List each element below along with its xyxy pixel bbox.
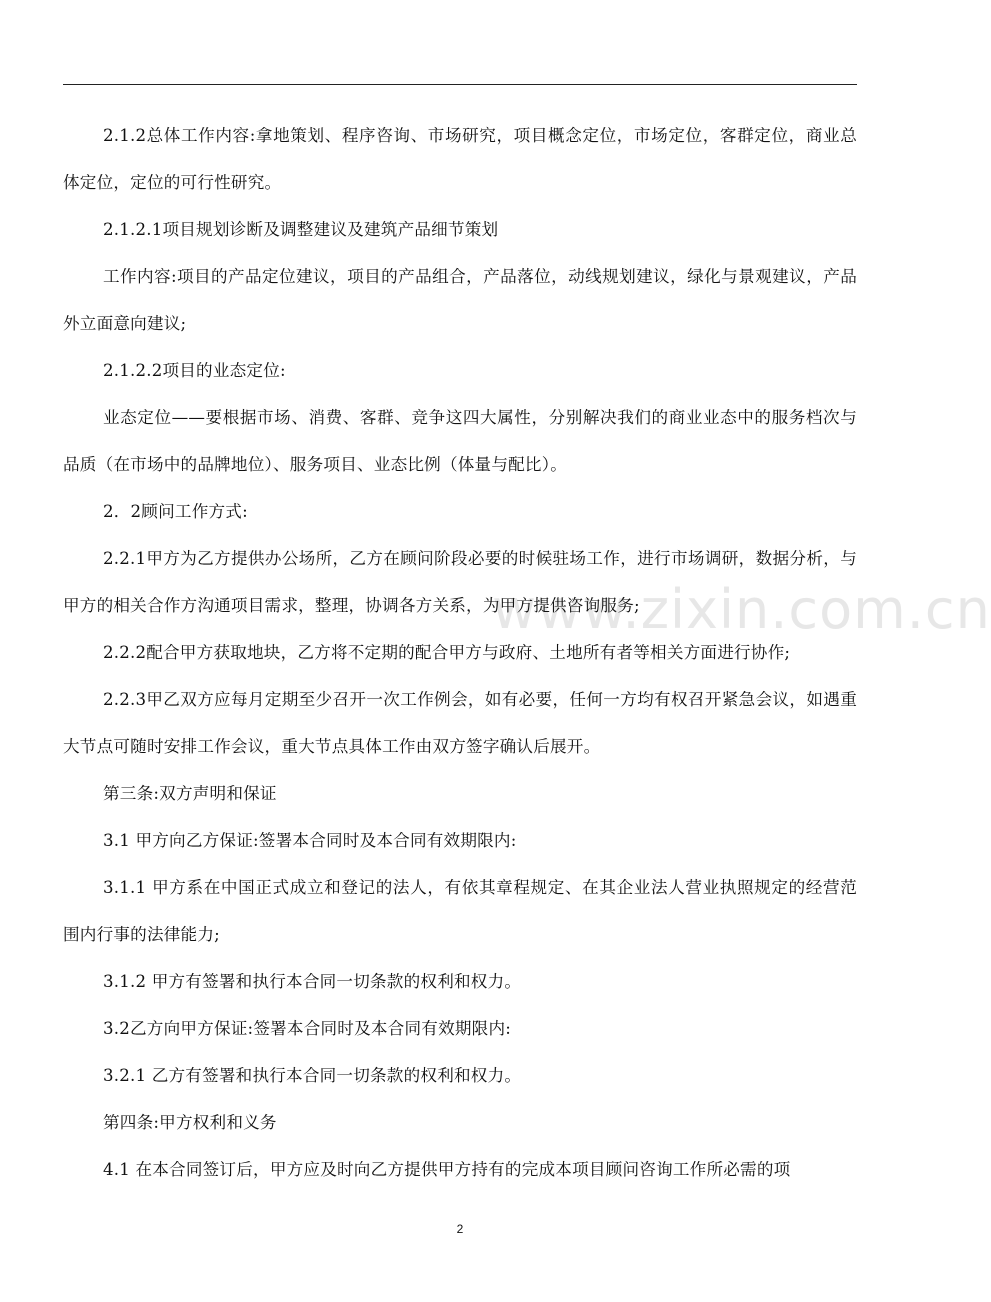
paragraph: 2.2.1甲方为乙方提供办公场所，乙方在顾问阶段必要的时候驻场工作，进行市场调研，数据分析，与甲方的相关合作方沟通项目需求，整理，协调各方关系，为甲方提供咨询服务; [63, 549, 857, 615]
paragraph: 3.1.2 甲方有签署和执行本合同一切条款的权利和权力。 [103, 972, 522, 991]
paragraph: 2.2.3甲乙双方应每月定期至少召开一次工作例会，如有必要，任何一方均有权召开紧急会议，如遇重大节点可随时安排工作会议，重大节点具体工作由双方签字确认后展开。 [63, 690, 857, 756]
paragraph: 4.1 在本合同签订后，甲方应及时向乙方提供甲方持有的完成本项目顾问咨询工作所必需的项 [103, 1160, 791, 1179]
paragraph: 工作内容:项目的产品定位建议，项目的产品组合，产品落位，动线规划建议，绿化与景观建议，产品外立面意向建议; [63, 267, 857, 333]
paragraph: 2.2.2配合甲方获取地块，乙方将不定期的配合甲方与政府、土地所有者等相关方面进行协作; [103, 643, 791, 662]
paragraph: 3.2.1 乙方有签署和执行本合同一切条款的权利和权力。 [103, 1066, 522, 1085]
page-number: 2 [456, 1222, 464, 1236]
section-heading: 第三条:双方声明和保证 [103, 784, 277, 803]
document-body [63, 112, 857, 1193]
paragraph: 业态定位——要根据市场、消费、客群、竞争这四大属性，分别解决我们的商业业态中的服务档次与品质（在市场中的品牌地位）、服务项目、业态比例（体量与配比）。 [63, 408, 857, 474]
paragraph: 2．2顾问工作方式: [103, 502, 248, 521]
paragraph: 3.1 甲方向乙方保证:签署本合同时及本合同有效期限内: [103, 831, 517, 850]
paragraph: 2.1.2.1项目规划诊断及调整建议及建筑产品细节策划 [103, 220, 499, 239]
section-heading: 第四条:甲方权利和义务 [103, 1113, 277, 1132]
paragraph: 2.1.2总体工作内容:拿地策划、程序咨询、市场研究，项目概念定位，市场定位，客群定位，商业总体定位，定位的可行性研究。 [63, 126, 857, 192]
paragraph: 2.1.2.2项目的业态定位: [103, 361, 286, 380]
header-rule [63, 84, 857, 85]
watermark: www.zixin.com.cn [492, 578, 991, 641]
paragraph: 3.2乙方向甲方保证:签署本合同时及本合同有效期限内: [103, 1019, 512, 1038]
paragraph: 3.1.1 甲方系在中国正式成立和登记的法人，有依其章程规定、在其企业法人营业执照规定的经营范围内行事的法律能力; [63, 878, 857, 944]
